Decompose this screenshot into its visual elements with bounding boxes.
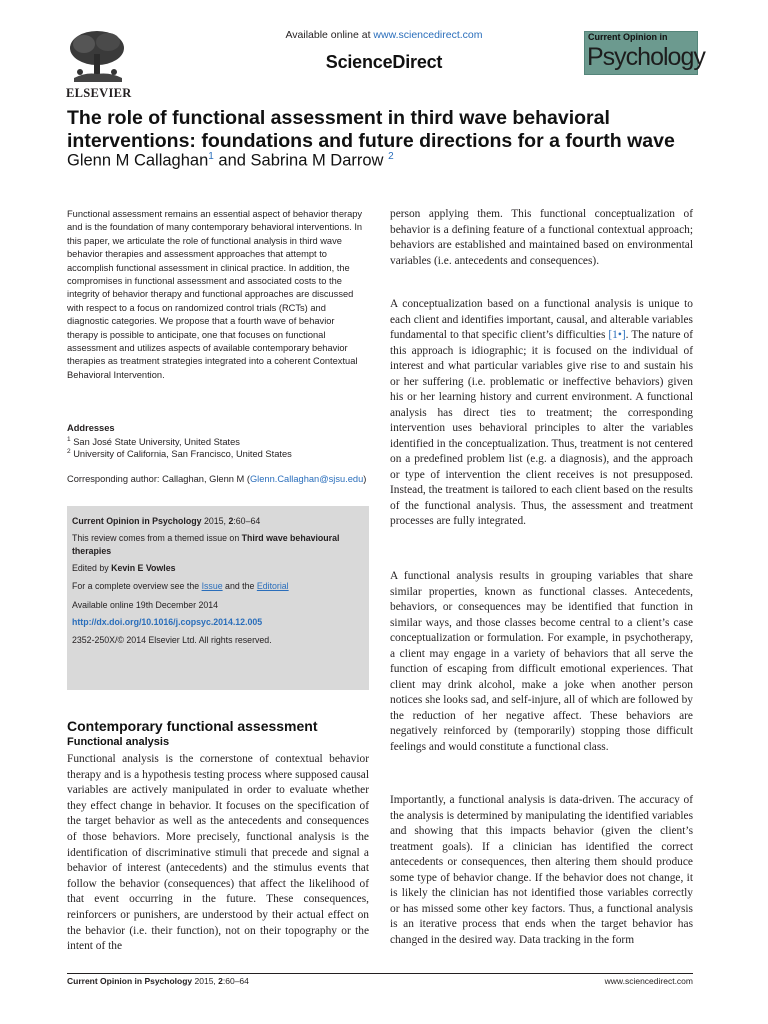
footer-rule <box>67 973 693 974</box>
author-1: Glenn M Callaghan <box>67 151 209 170</box>
footer-pages: :60–64 <box>222 976 249 986</box>
box-volume: 2 <box>228 516 234 526</box>
sciencedirect-wordmark: ScienceDirect <box>325 52 443 72</box>
footer-year: 2015, <box>192 976 219 986</box>
journal-logo-small: Current Opinion in <box>588 32 668 42</box>
box-copyright: 2352-250X/© 2014 Elsevier Ltd. All rights reserved. <box>72 635 272 645</box>
box-year: 2015, <box>201 516 229 526</box>
right-paragraph-4: Importantly, a functional analysis is data-driven. The accuracy of the analysis is determined by manipulating the identified variables and showing that this impacts behavior (given the client’s treatment goals). If a clinician has identified the correct antecedents or consequences, then altering them should produce some type of behavior change. If the behavior does not change, it is likely the clinician has not identified those variables correctly or has missed some other key factors. Thus, a functional analysis is an iterative process that ends when the target behavior has changed in the desired way. Data tracking in the form <box>390 794 693 946</box>
box-journal: Current Opinion in Psychology <box>72 516 202 526</box>
footer-journal: Current Opinion in Psychology <box>67 976 193 986</box>
box-theme-name: Third wave behavioural therapies <box>72 533 340 556</box>
box-overview-prefix: For a complete overview see the <box>72 581 202 591</box>
addresses-heading: Addresses <box>67 423 115 433</box>
box-pages: :60–64 <box>233 516 261 526</box>
doi-link[interactable]: http://dx.doi.org/10.1016/j.copsyc.2014.12.005 <box>72 617 263 627</box>
address-2-text: University of California, San Francisco, United States <box>73 449 292 460</box>
corresponding-author <box>67 474 366 484</box>
author-line <box>67 151 394 171</box>
right-paragraph-1: person applying them. This functional conceptualization of behavior is a defining feature of a functional contextual approach; behaviors are established and maintained based on environmental variables (i.e. antecedents and consequences). <box>390 208 693 267</box>
box-theme <box>72 532 364 557</box>
available-prefix: Available online at <box>285 29 374 41</box>
address-1-marker: 1 <box>67 436 71 443</box>
author-2: Sabrina M Darrow <box>250 151 389 170</box>
author-1-affiliation[interactable]: 1 <box>208 151 214 162</box>
corresponding-prefix: Corresponding author: Callaghan, Glenn M ( <box>67 474 250 484</box>
reference-1-link[interactable]: [1•] <box>608 329 626 341</box>
article-info-box <box>67 506 369 690</box>
address-2 <box>67 448 292 459</box>
box-overview <box>72 580 364 593</box>
article-title: The role of functional assessment in third wave behavioral interventions: foundations and future directions for a fourth wave <box>67 107 675 152</box>
box-theme-prefix: This review comes from a themed issue on <box>72 533 242 543</box>
right-paragraph-2-b: . The nature of this approach is idiographic; it is focused on the individual of interest and what particular variables give rise to and sustain his or her suffering (i.e. problematic or ineffective behaviors) given his or her learning history and current environment. A functional analysis has direct ties to treatment; the corresponding intervention uses behavioral principles to alter the variables identified in the conceptualization. Thus, treatment is not centered on a predefined problem list (e.g. a diagnosis), and the approach or type of intervention the client receives is not presupposed. Instead, the treatment is tailored to each client based on the results of the functional analysis. Thus, the assessment and treatment processes are fully integrated. <box>390 329 693 527</box>
issue-link[interactable]: Issue <box>201 581 223 591</box>
box-citation <box>72 515 364 528</box>
sciencedirect-link[interactable]: www.sciencedirect.com <box>373 29 483 41</box>
box-editor-name: Kevin E Vowles <box>111 563 176 573</box>
corresponding-email-link[interactable]: Glenn.Callaghan@sjsu.edu <box>249 474 364 484</box>
journal-logo-big: Psychology <box>587 43 705 71</box>
author-separator: and <box>213 151 251 170</box>
box-editor-prefix: Edited by <box>72 563 112 573</box>
left-body-paragraph: Functional analysis is the cornerstone of contextual behavior therapy and is a hypothesis testing process where supposed causal variables are actively manipulated in order to evaluate whether they effect change in behavior. It focuses on the specification of the target behavior as well as the antecedents and consequences of those behaviors. More precisely, functional analysis is the identification of discriminative stimuli that precede and signal a behavior of interest (antecedents) and the stimulus events that follow the behavior (consequences) that affect the likelihood of that event occurring in the future. These consequences, reinforcers or punishers, are understood by their actual effect on the behavior (i.e. their function), not on their topography or the intent of the <box>67 753 369 953</box>
box-available: Available online 19th December 2014 <box>72 600 219 610</box>
right-paragraph-2-a: A conceptualization based on a functional analysis is unique to each client and identifies important, causal, and alterable variables fundamental to that specific client’s difficulties <box>390 298 693 341</box>
right-paragraph-3: A functional analysis results in grouping variables that share similar properties, known as functional classes. Antecedents, behaviors, or consequences may be identified that function in similar ways, and those classes become central to a client’s case conceptualization or formulation. For example, in psychotherapy, a client may engage in a variety of behaviors that all serve the function of escaping from difficult emotional experiences. That client may drink alcohol, make a joke when another person notices she looks sad, and self-injure, all of which are followed by the reduction of her negative affect. These behaviors are negatively reinforced by (temporarily) stopping those difficult feelings and would constitute a functional class. <box>390 570 693 753</box>
publisher-name: ELSEVIER <box>66 86 132 100</box>
footer-url: www.sciencedirect.com <box>604 976 693 986</box>
right-paragraph-2 <box>390 297 693 530</box>
box-and-the: and the <box>222 581 257 591</box>
box-editor <box>72 562 364 575</box>
box-doi-row <box>72 616 364 629</box>
author-2-affiliation[interactable]: 2 <box>388 151 394 162</box>
footer-citation <box>67 976 249 986</box>
abstract: Functional assessment remains an essential aspect of behavior therapy and is the foundation of many contemporary behavioral interventions. In this paper, we articulate the role of functional analysis in third wave behavior therapies and assessment approaches that attempt to accomplish functional assessment in clinical practice. In addition, the compromises in functional assessment and associated costs to the integrity of behavior therapy and functional approaches are discussed with respect to a focus on randomized control trials (RCTs) and diagnostic categories. We propose that a fourth wave of behavior therapy is possible to anticipate, one that focuses on functional assessment and utilizes aspects of available contemporary behavior therapies as treatment strategies integrated into a coherent Contextual Behavioral Intervention. <box>67 209 363 380</box>
journal-logo <box>584 31 705 75</box>
subsection-heading: Functional analysis <box>67 736 170 748</box>
address-1 <box>67 436 240 447</box>
address-2-marker: 2 <box>67 448 71 455</box>
corresponding-suffix: ) <box>363 474 367 484</box>
editorial-link[interactable]: Editorial <box>256 581 289 591</box>
footer-volume: 2 <box>218 976 223 986</box>
address-1-text: San José State University, United States <box>73 437 240 448</box>
section-heading: Contemporary functional assessment <box>67 718 318 734</box>
